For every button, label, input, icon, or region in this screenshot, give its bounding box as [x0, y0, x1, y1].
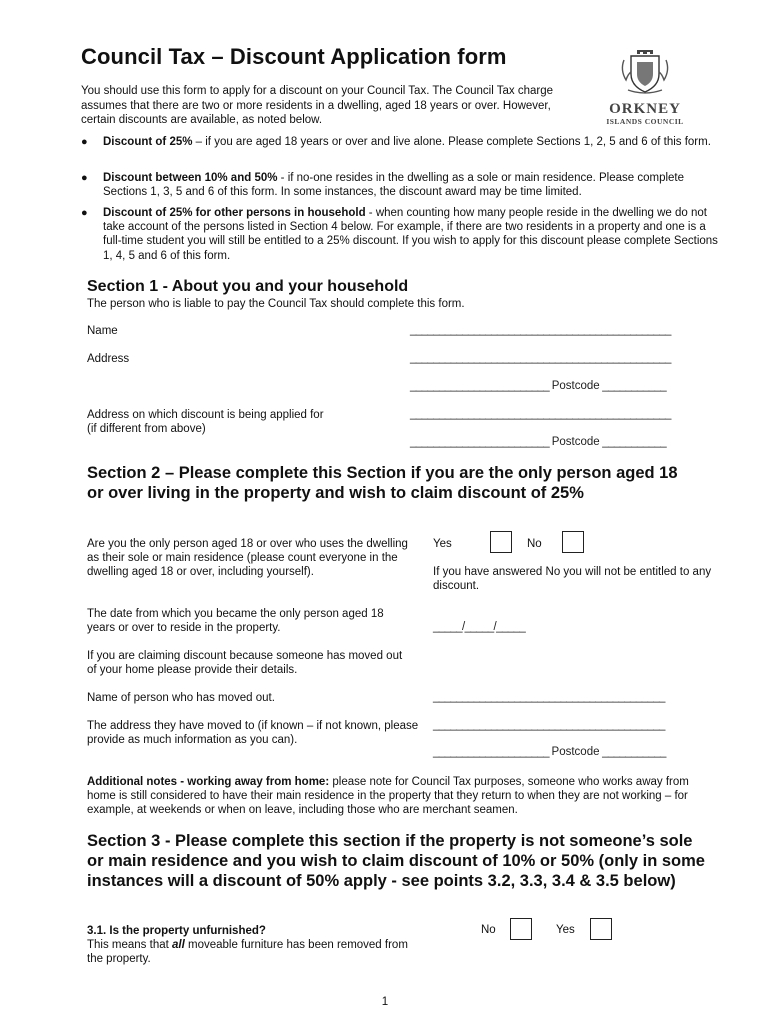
discount-address-label: Address on which discount is being applied for	[87, 409, 324, 421]
section3-heading: Section 3 - Please complete this section if the property is not someone’s sole or main residence and you wish to claim discount of 10% or 50% (only in some instances will a discount of 50% apply - see points 3.2, 3.3, 3.4 & 3.5 below)	[87, 832, 705, 890]
page-number: 1	[381, 996, 389, 1008]
address-field-line2-input[interactable]: ________________________	[410, 380, 550, 392]
q31-yes-checkbox[interactable]	[590, 918, 612, 940]
bullet-text: - if no-one resides in the dwelling as a sole or main residence. Please complete Sections 1, 3, 5 and 6 of this form. In some instances, the discount award may be time limited.	[103, 172, 685, 199]
logo-name-line2: ISLANDS COUNCIL	[606, 117, 684, 126]
discount-address-field-line1[interactable]: _____________________________________________	[410, 408, 671, 420]
date-field[interactable]: _____/_____/_____	[433, 621, 526, 633]
bullet-bold: Discount of 25% for other persons in household	[103, 207, 366, 219]
postcode-label: Postcode	[551, 436, 600, 448]
moved-address-field-line1[interactable]: ________________________________________	[433, 719, 665, 731]
moved-name-label: Name of person who has moved out.	[87, 692, 275, 704]
bullet-bold: Discount of 25%	[103, 136, 193, 148]
q31-no-label: No	[481, 924, 496, 936]
discount-address-field-line2-input[interactable]: ________________________	[410, 436, 550, 448]
date-label: The date from which you became the only person aged 18 years or over to reside in the property.	[87, 608, 384, 635]
additional-notes-text: please note for Council Tax purposes, someone who works away from home is still considered to have their main residence in the property that they return to when they are not working – for example, at weekends or when on leave, including those who are merchant seamen.	[87, 776, 689, 817]
bullet-item	[81, 135, 721, 149]
bullet-text: – if you are aged 18 years or over and live alone. Please complete Sections 1, 2, 5 and 6 of this form.	[192, 136, 711, 148]
q31-note-emphasis: all	[172, 939, 185, 951]
page-title: Council Tax – Discount Application form	[81, 44, 507, 69]
moved-name-field[interactable]: ________________________________________	[433, 691, 665, 703]
bullet-bold: Discount between 10% and 50%	[103, 172, 278, 184]
no-answer-note: If you have answered No you will not be entitled to any discount.	[433, 566, 712, 593]
council-crest-icon	[604, 44, 686, 96]
q31-note-post: moveable furniture has been removed from the property.	[87, 939, 408, 966]
bullet-text: - when counting how many people reside in the dwelling we do not take account of the persons listed in Section 4 below. For example, if there are two residents in a property and one is a full-time student you will still be entitled to a 25% discount. If you wish to apply for this discount please complete Sections 1, 4, 5 and 6 of this form.	[103, 207, 718, 262]
name-field[interactable]: _____________________________________________	[410, 324, 671, 336]
address-field-line1[interactable]: _____________________________________________	[410, 352, 671, 364]
q31-label: 3.1. Is the property unfurnished?	[87, 925, 266, 937]
moved-address-field-line2-input[interactable]: ____________________	[433, 746, 549, 758]
council-logo	[604, 44, 686, 126]
q31-note-pre: This means that	[87, 939, 173, 951]
discount-postcode-field[interactable]: ___________	[602, 436, 667, 448]
section2-heading: Section 2 – Please complete this Section if you are the only person aged 18 or over living in the property and wish to claim discount of 25%	[87, 464, 678, 502]
moved-postcode-field[interactable]: ___________	[602, 746, 666, 758]
section1-subtext: The person who is liable to pay the Council Tax should complete this form.	[87, 298, 465, 310]
moved-address-field-line2	[433, 746, 666, 758]
moved-out-intro: If you are claiming discount because someone has moved out of your home please provide their details.	[87, 650, 403, 677]
discount-address-field-line2	[410, 436, 666, 448]
no-label: No	[527, 538, 542, 550]
section1-heading: Section 1 - About you and your household	[87, 278, 409, 295]
bullet-dot: ●	[81, 207, 88, 219]
discount-address-note: (if different from above)	[87, 423, 206, 435]
moved-address-label: The address they have moved to (if known – if not known, please provide as much information as you can).	[87, 720, 419, 747]
postcode-field[interactable]: ___________	[602, 380, 667, 392]
address-label: Address	[87, 353, 130, 365]
bullet-item	[81, 171, 721, 199]
additional-notes	[87, 775, 715, 818]
address-field-line2	[410, 380, 666, 392]
name-label: Name	[87, 325, 118, 337]
bullet-dot: ●	[81, 172, 88, 184]
bullet-dot: ●	[81, 136, 88, 148]
only-person-no-checkbox[interactable]	[562, 531, 584, 553]
additional-notes-bold: Additional notes - working away from home:	[87, 776, 330, 788]
only-person-yes-checkbox[interactable]	[490, 531, 512, 553]
intro-paragraph: You should use this form to apply for a discount on your Council Tax. The Council Tax charge assumes that there are two or more residents in a dwelling, aged 18 years or over. However, certain discounts are available, as noted below.	[81, 85, 553, 126]
yes-label: Yes	[433, 538, 452, 550]
postcode-label: Postcode	[551, 380, 600, 392]
postcode-label: Postcode	[551, 746, 600, 758]
bullet-item	[81, 206, 721, 263]
logo-name-line1: ORKNEY	[609, 101, 681, 117]
q31-no-checkbox[interactable]	[510, 918, 532, 940]
only-person-question: Are you the only person aged 18 or over who uses the dwelling as their sole or main residence (please count everyone in the dwelling aged 18 or over, including yourself).	[87, 538, 408, 579]
q31-note	[87, 938, 422, 966]
q31-yes-label: Yes	[556, 924, 575, 936]
